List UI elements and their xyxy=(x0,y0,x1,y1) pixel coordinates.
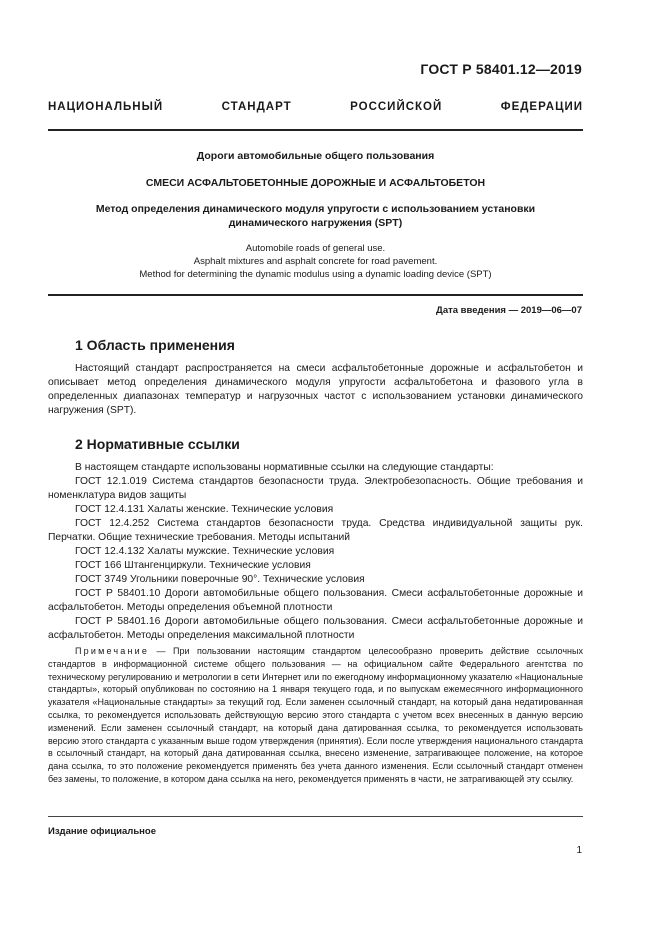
title-line-2: СМЕСИ АСФАЛЬТОБЕТОННЫЕ ДОРОЖНЫЕ И АСФАЛЬТОБЕТОН xyxy=(145,177,486,189)
english-title xyxy=(48,242,583,281)
reference-item: ГОСТ 166 Штангенциркули. Технические условия xyxy=(75,560,311,571)
note-label: Примечание xyxy=(75,646,150,656)
english-title-line-2: Asphalt mixtures and asphalt concrete for road pavement. xyxy=(193,256,438,267)
introduction-date: Дата введения — 2019—06—07 xyxy=(436,305,582,316)
section-1-text: Настоящий стандарт распространяется на смеси асфальтобетонные дорожные и асфальтобетон и описывает метод определения динамического модуля упругости асфальтобетона и фазового угла в определенных диапазонах температур и нагрузочных частот с использованием установки динамического нагружения (SPT). xyxy=(48,363,583,416)
title-line-3b: динамического нагружения (SPT) xyxy=(228,217,403,229)
title-line-3a: Метод определения динамического модуля упругости с использованием установки xyxy=(95,203,536,215)
reference-item: ГОСТ 12.4.252 Система стандартов безопасности труда. Средства индивидуальной защиты рук. Перчатки. Общие технические требования. Методы испытаний xyxy=(48,518,583,543)
reference-item: ГОСТ Р 58401.16 Дороги автомобильные общего пользования. Смеси асфальтобетонные дорожные и асфальтобетон. Методы определения максимальной плотности xyxy=(48,616,583,641)
reference-item: ГОСТ 12.1.019 Система стандартов безопасности труда. Электробезопасность. Общие требования и номенклатура видов защиты xyxy=(48,476,583,501)
normative-references-list xyxy=(48,461,583,643)
document-code: ГОСТ Р 58401.12—2019 xyxy=(420,61,582,77)
title-line-3 xyxy=(48,202,583,230)
title-divider xyxy=(48,294,583,296)
section-2-heading: 2 Нормативные ссылки xyxy=(75,436,240,452)
page-number: 1 xyxy=(576,845,582,856)
english-title-line-3: Method for determining the dynamic modulus using a dynamic loading device (SPT) xyxy=(139,269,492,280)
english-title-line-1: Automobile roads of general use. xyxy=(245,243,386,254)
reference-item: ГОСТ 3749 Угольники поверочные 90°. Технические условия xyxy=(75,574,365,585)
reference-item: ГОСТ 12.4.131 Халаты женские. Технические условия xyxy=(75,504,334,515)
footer-divider xyxy=(48,816,583,817)
reference-item: ГОСТ 12.4.132 Халаты мужские. Технические условия xyxy=(75,546,335,557)
section-1-heading: 1 Область применения xyxy=(75,337,235,353)
reference-item: ГОСТ Р 58401.10 Дороги автомобильные общего пользования. Смеси асфальтобетонные дорожные и асфальтобетон. Методы определения объемной плотности xyxy=(48,588,583,613)
header-divider xyxy=(48,129,583,131)
title-line-1: Дороги автомобильные общего пользования xyxy=(196,150,435,162)
references-intro: В настоящем стандарте использованы нормативные ссылки на следующие стандарты: xyxy=(75,462,494,473)
official-edition-label: Издание официальное xyxy=(48,826,156,837)
references-note xyxy=(48,645,583,786)
national-standard-banner: НАЦИОНАЛЬНЫЙ СТАНДАРТ РОССИЙСКОЙ ФЕДЕРАЦИИ xyxy=(48,101,583,113)
note-text: — При пользовании настоящим стандартом целесообразно проверить действие ссылочных стандартов в информационной системе общего пользования — на официальном сайте Федерального агентства по техническому регулированию и метрологии в сети Интернет или по ежегодному информационному указателю «Национальные стандарты», который опубликован по состоянию на 1 января текущего года, и по выпускам ежемесячного информационного указателя «Национальные стандарты» за текущий год. Если заменен ссылочный стандарт, на который дана недатированная ссылка, то рекомендуется использовать действующую версию этого стандарта с учетом всех внесенных в данную версию изменений. Если заменен ссылочный стандарт, на который дана датированная ссылка, то рекомендуется использовать версию этого стандарта с указанным выше годом утверждения (принятия). Если после утверждения национального стандарта в ссылочный стандарт, на который дана датированная ссылка, внесено изменение, затрагивающее положение, на которое дана ссылка, то это положение рекомендуется применять без учета данного изменения. Если ссылочный стандарт отменен без замены, то положение, в котором дана ссылка на него, рекомендуется применять в части, не затрагивающей эту ссылку. xyxy=(48,646,583,784)
